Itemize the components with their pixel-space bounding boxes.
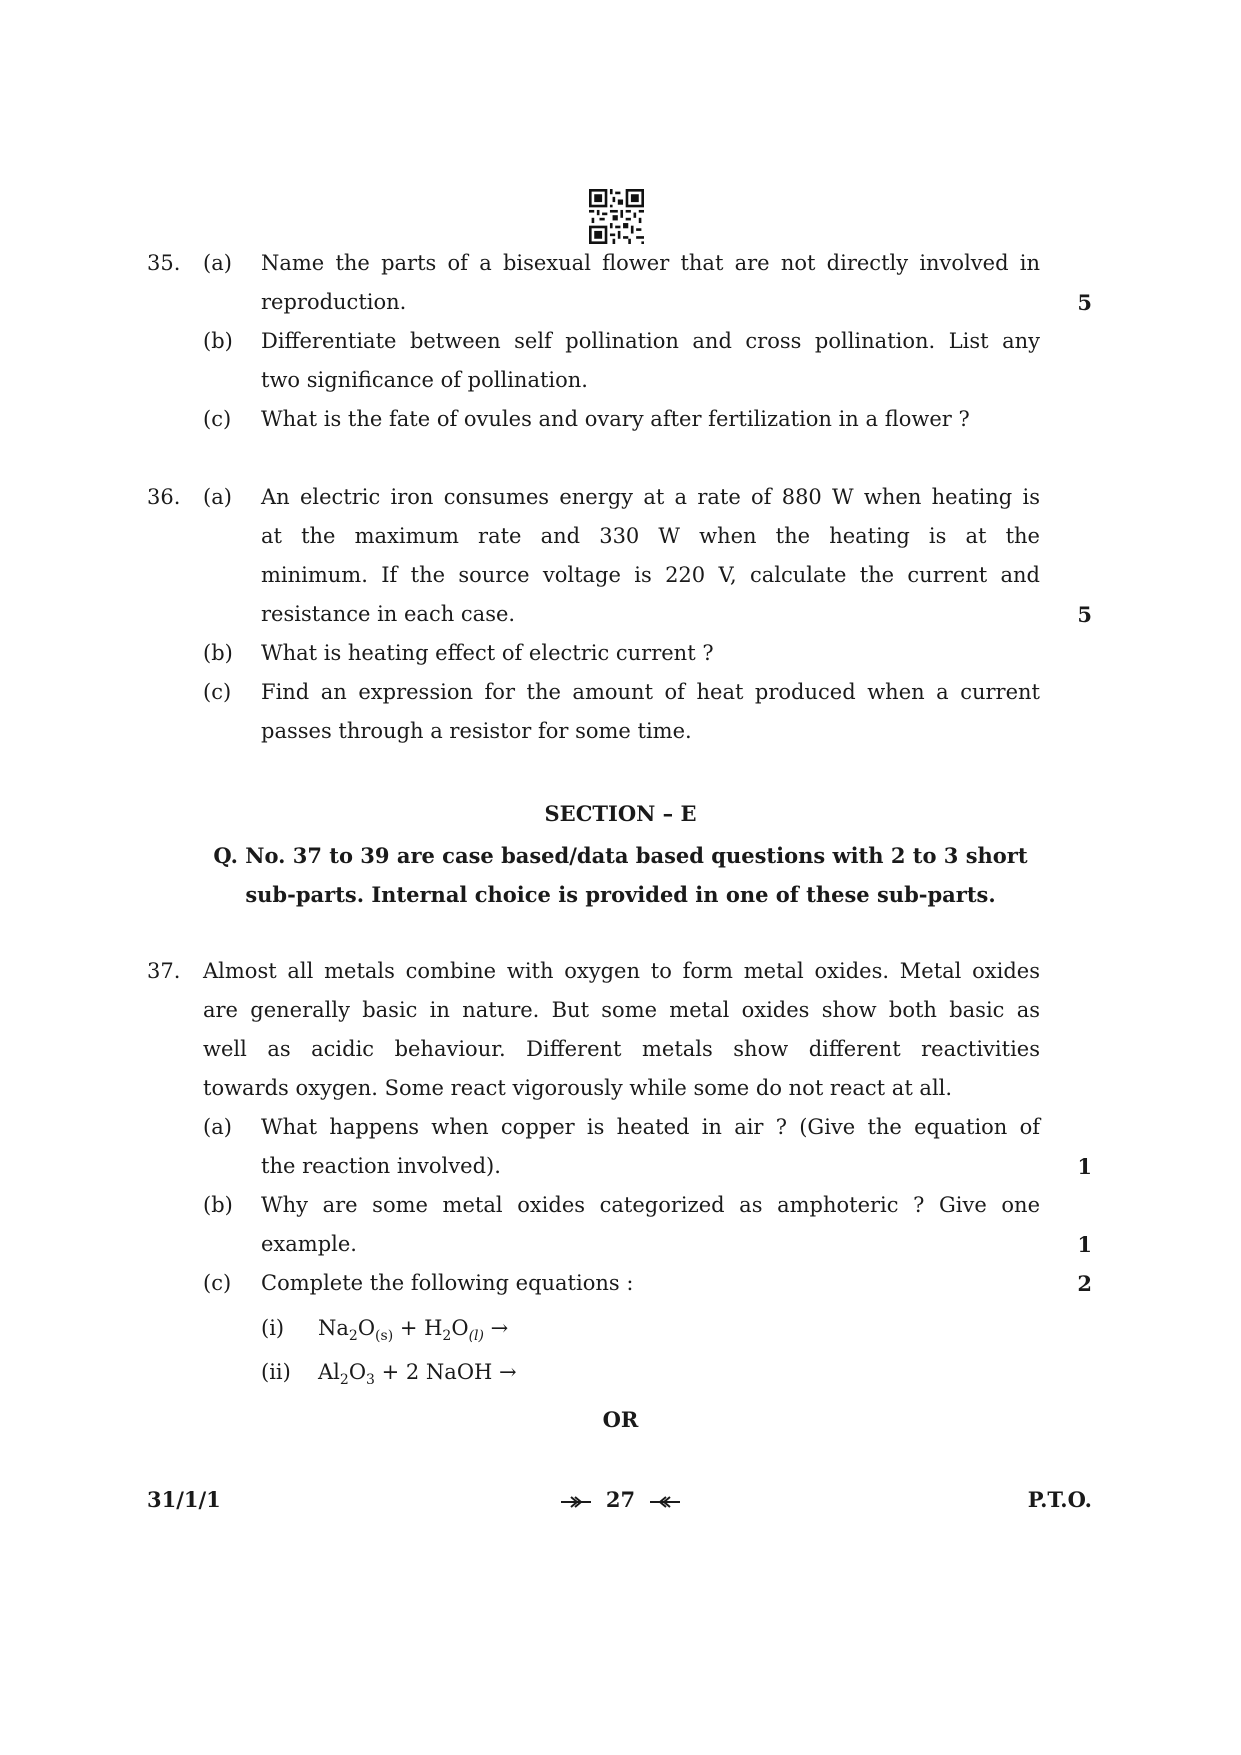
- question-text: An electric iron consumes energy at a rate of 880 W when heating is: [261, 485, 1040, 509]
- formula-text: + H: [393, 1316, 443, 1340]
- page-number: 27: [605, 1487, 636, 1512]
- ornament-right-icon: [650, 1496, 680, 1508]
- marks: 2: [1077, 1271, 1092, 1296]
- paper-code: 31/1/1: [147, 1487, 221, 1512]
- subscript: 2: [442, 1328, 452, 1344]
- part-label: (c): [203, 407, 232, 431]
- part-label: (c): [203, 680, 232, 704]
- question-text: Differentiate between self pollination and cross pollination. List any: [261, 329, 1040, 353]
- question-number: 37.: [147, 959, 181, 983]
- question-text: Almost all metals combine with oxygen to form metal oxides. Metal oxides: [203, 959, 1040, 983]
- formula-text: Na: [318, 1316, 349, 1340]
- marks: 5: [1077, 602, 1092, 627]
- question-text: at the maximum rate and 330 W when the heating is at the: [261, 524, 1040, 548]
- chemical-equation: [318, 1353, 517, 1392]
- marks: 1: [1077, 1232, 1092, 1257]
- chemical-equation: [318, 1309, 508, 1348]
- question-text: What happens when copper is heated in air ? (Give the equation of: [261, 1115, 1040, 1139]
- question-number: 35.: [147, 251, 181, 275]
- or-divider: OR: [602, 1407, 639, 1432]
- formula-text: Al: [318, 1360, 340, 1384]
- question-text: Why are some metal oxides categorized as amphoteric ? Give one: [261, 1193, 1040, 1217]
- formula-text: O: [357, 1316, 376, 1340]
- section-title: SECTION – E: [544, 801, 697, 826]
- state-subscript: (s): [375, 1328, 394, 1344]
- sub-part-label: (ii): [261, 1360, 291, 1384]
- part-label: (c): [203, 1271, 232, 1295]
- question-text: minimum. If the source voltage is 220 V, calculate the current and: [261, 563, 1040, 587]
- section-instructions: [150, 836, 1091, 914]
- instruction-line: sub-parts. Internal choice is provided in one of these sub-parts.: [245, 882, 996, 907]
- pto-label: P.T.O.: [1027, 1487, 1092, 1512]
- question-text: reproduction.: [261, 290, 407, 314]
- question-text: resistance in each case.: [261, 602, 516, 626]
- question-text: What is the fate of ovules and ovary after fertilization in a flower ?: [261, 407, 970, 431]
- part-label: (a): [203, 251, 232, 275]
- question-text: two significance of pollination.: [261, 368, 588, 392]
- question-text: Complete the following equations :: [261, 1271, 634, 1295]
- marks: 1: [1077, 1154, 1092, 1179]
- question-text: towards oxygen. Some react vigorously while some do not react at all.: [203, 1076, 953, 1100]
- part-label: (b): [203, 329, 233, 353]
- question-text: Find an expression for the amount of heat produced when a current: [261, 680, 1040, 704]
- part-label: (b): [203, 641, 233, 665]
- question-text: Name the parts of a bisexual flower that are not directly involved in: [261, 251, 1040, 275]
- qr-code-icon: [589, 189, 644, 244]
- question-text: What is heating effect of electric current ?: [261, 641, 714, 665]
- subscript: 3: [366, 1372, 375, 1388]
- question-text: are generally basic in nature. But some metal oxides show both basic as: [203, 998, 1040, 1022]
- marks: 5: [1077, 290, 1092, 315]
- formula-text: O: [348, 1360, 367, 1384]
- subscript: 2: [339, 1372, 349, 1388]
- question-text: the reaction involved).: [261, 1154, 501, 1178]
- question-text: well as acidic behaviour. Different metals show different reactivities: [203, 1037, 1040, 1061]
- part-label: (a): [203, 485, 232, 509]
- part-label: (a): [203, 1115, 232, 1139]
- sub-part-label: (i): [261, 1316, 285, 1340]
- state-subscript: (l): [468, 1328, 484, 1344]
- question-text: example.: [261, 1232, 357, 1256]
- part-label: (b): [203, 1193, 233, 1217]
- formula-text: + 2 NaOH →: [374, 1360, 517, 1384]
- formula-text: O: [451, 1316, 469, 1340]
- instruction-line: Q. No. 37 to 39 are case based/data based questions with 2 to 3 short: [213, 843, 1028, 868]
- question-text: passes through a resistor for some time.: [261, 719, 692, 743]
- question-number: 36.: [147, 485, 181, 509]
- ornament-left-icon: [561, 1496, 591, 1508]
- arrow: →: [483, 1316, 509, 1340]
- subscript: 2: [348, 1328, 358, 1344]
